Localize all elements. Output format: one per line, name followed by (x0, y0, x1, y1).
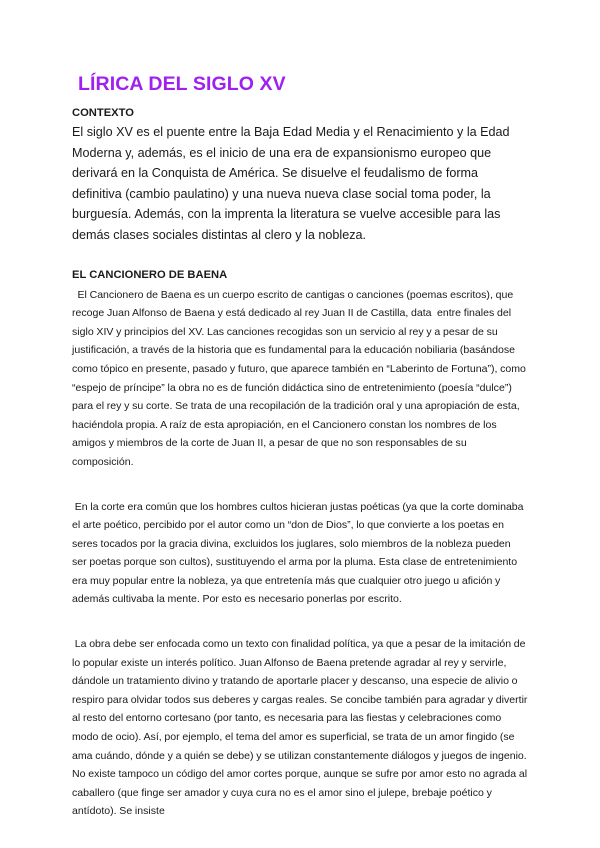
document-title: LÍRICA DEL SIGLO XV (78, 73, 286, 95)
context-paragraph: El siglo XV es el puente entre la Baja Edad Media y el Renacimiento y la Edad Moderna y, además, es el inicio de una era de expansionismo europeo que derivará en la Conquista de América. Se disuelve el feudalismo de forma definitiva (cambio paulatino) y una nueva nueva clase social toma poder, la burguesía. Además, con la imprenta la literatura se vuelve accesible para las demás clases sociales distintas al clero y la nobleza. (72, 125, 510, 242)
cancionero-paragraph-1: El Cancionero de Baena es un cuerpo escrito de cantigas o canciones (poemas escritos), que recoge Juan Alfonso de Baena y está dedicado al rey Juan II de Castilla, data entre finales del siglo XIV y principios del XV. Las canciones recogidas son un servicio al rey y a pesar de su justificación, a través de la historia que es fundamental para la educación nobiliaria (basándose como tópico en presente, pasado y futuro, que aparece también en “Laberinto de Fortuna”), como “espejo de príncipe” la obra no es de función didáctica sino de entretenimiento (poesía “dulce”) para el rey y su corte. Se trata de una recopilación de la tradición oral y una apropiación de esta, haciéndola propia. A raíz de esta apropiación, en el Cancionero constan los nombres de los amigos y miembros de la corte de Juan II, a pesar de que no son responsables de su composición. (72, 288, 529, 468)
cancionero-heading: EL CANCIONERO DE BAENA (72, 268, 228, 281)
context-heading: CONTEXTO (72, 107, 134, 119)
cancionero-paragraph-3: La obra debe ser enfocada como un texto con finalidad política, ya que a pesar de la imitación de lo popular existe un interés político. Juan Alfonso de Baena pretende agradar al rey y servirle, dándole un tratamiento divino y tratando de aportarle placer y descanso, una especie de alivio o respiro para olvidar todos sus deberes y cargas reales. Se concibe también para agradar y divertir al resto del entorno cortesano (por tanto, es necesaria para las fiestas y celebraciones como modo de ocio). Así, por ejemplo, el tema del amor es superficial, se trata de un amor fingido (se ama cuándo, dónde y a quién se debe) y se utilizan constantemente diálogos y juegos de ingenio. No existe tampoco un código del amor cortes porque, aunque se sufre por amor esto no agrada al caballero (que finge ser amador y cuya cura no es el amor sino el julepe, brebaje poético y antídoto). Se insiste (72, 638, 531, 818)
cancionero-paragraph-2: En la corte era común que los hombres cultos hicieran justas poéticas (ya que la corte dominaba el arte poético, percibido por el autor como un “don de Dios”, lo que convierte a los poetas en seres tocados por la gracia divina, excluidos los juglares, solo miembros de la nobleza pueden ser poetas porque son cultos), sustituyendo el arma por la pluma. Esta clase de entretenimiento era muy popular entre la nobleza, ya que entretenía más que cualquier otro juego u afición y además cultivaba la mente. Por esto es necesario ponerlas por escrito. (72, 500, 527, 606)
